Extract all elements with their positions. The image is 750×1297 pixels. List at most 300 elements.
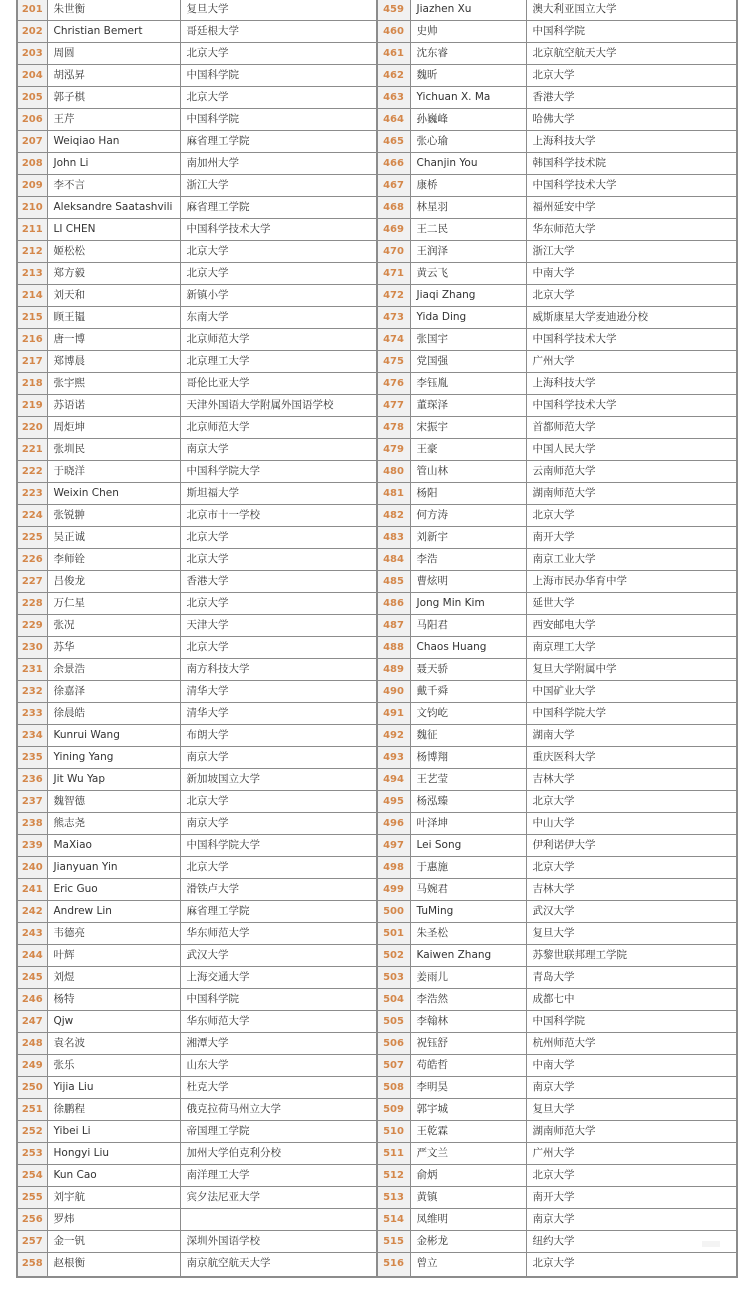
institution-cell: 中国科学院大学: [526, 703, 737, 725]
rank-cell: 471: [377, 263, 410, 285]
rank-cell: 501: [377, 923, 410, 945]
table-row: [17, 527, 376, 549]
table-row: [377, 483, 737, 505]
institution-cell: 北京大学: [180, 241, 376, 263]
institution-cell: 纽约大学: [526, 1231, 737, 1253]
rank-cell: 515: [377, 1231, 410, 1253]
rank-cell: 506: [377, 1033, 410, 1055]
institution-cell: 中国科学院: [180, 65, 376, 87]
name-cell: 杨特: [47, 989, 180, 1011]
name-cell: 张圳民: [47, 439, 180, 461]
table-row: [377, 1121, 737, 1143]
name-cell: 杨泓臻: [410, 791, 526, 813]
name-cell: Hongyi Liu: [47, 1143, 180, 1165]
institution-cell: 新镇小学: [180, 285, 376, 307]
name-cell: 金彬龙: [410, 1231, 526, 1253]
table-row: [17, 1143, 376, 1165]
name-cell: 黄云飞: [410, 263, 526, 285]
institution-cell: 南京大学: [180, 813, 376, 835]
institution-cell: 南京大学: [180, 439, 376, 461]
watermark: [702, 1241, 720, 1247]
institution-cell: 深圳外国语学校: [180, 1231, 376, 1253]
table-row: [377, 989, 737, 1011]
name-cell: 叶泽坤: [410, 813, 526, 835]
institution-cell: 吉林大学: [526, 879, 737, 901]
table-row: [377, 329, 737, 351]
rank-cell: 239: [17, 835, 47, 857]
table-row: [17, 373, 376, 395]
table-row: [17, 1077, 376, 1099]
rank-cell: 495: [377, 791, 410, 813]
table-row: [17, 153, 376, 175]
rank-cell: 496: [377, 813, 410, 835]
rank-cell: 254: [17, 1165, 47, 1187]
name-cell: 胡泓昇: [47, 65, 180, 87]
rank-cell: 201: [17, 0, 47, 21]
rank-cell: 497: [377, 835, 410, 857]
institution-cell: 北京大学: [526, 1165, 737, 1187]
table-row: [17, 417, 376, 439]
name-cell: 史帅: [410, 21, 526, 43]
name-cell: 王二民: [410, 219, 526, 241]
rank-cell: 249: [17, 1055, 47, 1077]
name-cell: 袁名波: [47, 1033, 180, 1055]
rank-cell: 240: [17, 857, 47, 879]
table-row: [17, 725, 376, 747]
table-row: [17, 43, 376, 65]
rank-cell: 257: [17, 1231, 47, 1253]
name-cell: 李浩然: [410, 989, 526, 1011]
table-row: [377, 285, 737, 307]
institution-cell: 北京大学: [180, 43, 376, 65]
rank-cell: 242: [17, 901, 47, 923]
table-row: [17, 835, 376, 857]
name-cell: 杨阳: [410, 483, 526, 505]
name-cell: Yijia Liu: [47, 1077, 180, 1099]
table-row: [377, 43, 737, 65]
institution-cell: 武汉大学: [526, 901, 737, 923]
name-cell: Yibei Li: [47, 1121, 180, 1143]
rank-cell: 227: [17, 571, 47, 593]
institution-cell: 杜克大学: [180, 1077, 376, 1099]
institution-cell: 湖南师范大学: [526, 483, 737, 505]
institution-cell: 重庆医科大学: [526, 747, 737, 769]
rank-cell: 217: [17, 351, 47, 373]
institution-cell: 北京大学: [180, 593, 376, 615]
name-cell: 宋振宇: [410, 417, 526, 439]
table-row: [377, 835, 737, 857]
name-cell: 马阳君: [410, 615, 526, 637]
name-cell: Christian Bemert: [47, 21, 180, 43]
name-cell: 吴正诚: [47, 527, 180, 549]
name-cell: 王乾霖: [410, 1121, 526, 1143]
rank-cell: 244: [17, 945, 47, 967]
table-row: [377, 1253, 737, 1278]
name-cell: Yichuan X. Ma: [410, 87, 526, 109]
institution-cell: 滑铁卢大学: [180, 879, 376, 901]
table-row: [377, 1143, 737, 1165]
table-row: [17, 857, 376, 879]
rank-cell: 510: [377, 1121, 410, 1143]
name-cell: 刘宇航: [47, 1187, 180, 1209]
rank-cell: 461: [377, 43, 410, 65]
rank-cell: 477: [377, 395, 410, 417]
rank-cell: 466: [377, 153, 410, 175]
rank-cell: 243: [17, 923, 47, 945]
rank-cell: 490: [377, 681, 410, 703]
rank-cell: 256: [17, 1209, 47, 1231]
name-cell: 周炬坤: [47, 417, 180, 439]
name-cell: 赵根衡: [47, 1253, 180, 1278]
name-cell: 徐鹏程: [47, 1099, 180, 1121]
rank-cell: 500: [377, 901, 410, 923]
institution-cell: 南京大学: [526, 1077, 737, 1099]
institution-cell: 复旦大学: [180, 0, 376, 21]
rank-cell: 465: [377, 131, 410, 153]
table-row: [377, 769, 737, 791]
rank-cell: 245: [17, 967, 47, 989]
table-row: [17, 263, 376, 285]
institution-cell: 西安邮电大学: [526, 615, 737, 637]
rank-cell: 205: [17, 87, 47, 109]
table-row: [17, 241, 376, 263]
name-cell: 王润泽: [410, 241, 526, 263]
table-row: [377, 1011, 737, 1033]
table-row: [377, 923, 737, 945]
table-row: [17, 747, 376, 769]
rank-cell: 470: [377, 241, 410, 263]
name-cell: 孙巍峰: [410, 109, 526, 131]
institution-cell: 苏黎世联邦理工学院: [526, 945, 737, 967]
rank-cell: 214: [17, 285, 47, 307]
name-cell: 魏智德: [47, 791, 180, 813]
institution-cell: 复旦大学附属中学: [526, 659, 737, 681]
institution-cell: 伊利诺伊大学: [526, 835, 737, 857]
table-row: [377, 1055, 737, 1077]
table-row: [17, 1055, 376, 1077]
table-row: [17, 395, 376, 417]
rank-cell: 203: [17, 43, 47, 65]
rank-cell: 232: [17, 681, 47, 703]
rank-cell: 218: [17, 373, 47, 395]
table-row: [377, 879, 737, 901]
institution-cell: 中南大学: [526, 1055, 737, 1077]
name-cell: 余景浩: [47, 659, 180, 681]
institution-cell: 中国科学技术大学: [526, 395, 737, 417]
rank-cell: 226: [17, 549, 47, 571]
table-row: [377, 1209, 737, 1231]
table-row: [17, 923, 376, 945]
name-cell: 朱圣松: [410, 923, 526, 945]
rank-cell: 246: [17, 989, 47, 1011]
institution-cell: 韩国科学技术院: [526, 153, 737, 175]
table-row: [377, 791, 737, 813]
institution-cell: 南京理工大学: [526, 637, 737, 659]
rank-cell: 480: [377, 461, 410, 483]
institution-cell: 中国科学院: [526, 21, 737, 43]
table-row: [17, 21, 376, 43]
table-row: [377, 527, 737, 549]
rank-cell: 230: [17, 637, 47, 659]
table-row: [377, 1099, 737, 1121]
table-row: [17, 769, 376, 791]
ranking-list: [16, 0, 735, 1278]
table-row: [17, 65, 376, 87]
institution-cell: 延世大学: [526, 593, 737, 615]
table-row: [377, 153, 737, 175]
rank-cell: 481: [377, 483, 410, 505]
table-row: [17, 571, 376, 593]
name-cell: Eric Guo: [47, 879, 180, 901]
rank-cell: 475: [377, 351, 410, 373]
rank-cell: 476: [377, 373, 410, 395]
name-cell: 李不言: [47, 175, 180, 197]
name-cell: 张锐翀: [47, 505, 180, 527]
institution-cell: 山东大学: [180, 1055, 376, 1077]
institution-cell: 华东师范大学: [526, 219, 737, 241]
institution-cell: 南洋理工大学: [180, 1165, 376, 1187]
rank-cell: 467: [377, 175, 410, 197]
rank-cell: 221: [17, 439, 47, 461]
table-row: [377, 351, 737, 373]
institution-cell: 东南大学: [180, 307, 376, 329]
institution-cell: 南京大学: [526, 1209, 737, 1231]
institution-cell: 青岛大学: [526, 967, 737, 989]
name-cell: 曹炫明: [410, 571, 526, 593]
institution-cell: 中国科学技术大学: [526, 175, 737, 197]
institution-cell: 北京大学: [180, 87, 376, 109]
institution-cell: 北京大学: [526, 65, 737, 87]
rank-cell: 229: [17, 615, 47, 637]
name-cell: Andrew Lin: [47, 901, 180, 923]
table-row: [17, 1165, 376, 1187]
table-row: [377, 21, 737, 43]
institution-cell: 香港大学: [526, 87, 737, 109]
table-row: [17, 131, 376, 153]
institution-cell: 哥伦比亚大学: [180, 373, 376, 395]
rank-cell: 224: [17, 505, 47, 527]
institution-cell: 中国科学技术大学: [180, 219, 376, 241]
institution-cell: 上海科技大学: [526, 131, 737, 153]
table-row: [17, 483, 376, 505]
name-cell: 姬松松: [47, 241, 180, 263]
rank-cell: 499: [377, 879, 410, 901]
institution-cell: 帝国理工学院: [180, 1121, 376, 1143]
rank-cell: 493: [377, 747, 410, 769]
rank-cell: 484: [377, 549, 410, 571]
table-row: [377, 637, 737, 659]
table-row: [377, 703, 737, 725]
name-cell: 林星羽: [410, 197, 526, 219]
name-cell: 刘煜: [47, 967, 180, 989]
table-row: [17, 1253, 376, 1278]
table-row: [377, 725, 737, 747]
table-row: [377, 109, 737, 131]
rank-cell: 463: [377, 87, 410, 109]
institution-cell: 杭州师范大学: [526, 1033, 737, 1055]
name-cell: Jiaqi Zhang: [410, 285, 526, 307]
rank-cell: 464: [377, 109, 410, 131]
name-cell: Kaiwen Zhang: [410, 945, 526, 967]
table-row: [17, 945, 376, 967]
institution-cell: 南加州大学: [180, 153, 376, 175]
institution-cell: 浙江大学: [526, 241, 737, 263]
name-cell: Chaos Huang: [410, 637, 526, 659]
name-cell: 魏征: [410, 725, 526, 747]
name-cell: Jit Wu Yap: [47, 769, 180, 791]
name-cell: 李明昊: [410, 1077, 526, 1099]
table-row: [377, 857, 737, 879]
institution-cell: 南京大学: [180, 747, 376, 769]
name-cell: 沈东睿: [410, 43, 526, 65]
rank-cell: 231: [17, 659, 47, 681]
table-row: [17, 879, 376, 901]
table-row: [377, 505, 737, 527]
rank-cell: 494: [377, 769, 410, 791]
name-cell: 叶辉: [47, 945, 180, 967]
rank-cell: 235: [17, 747, 47, 769]
institution-cell: 北京大学: [180, 857, 376, 879]
institution-cell: 新加坡国立大学: [180, 769, 376, 791]
name-cell: 姜雨儿: [410, 967, 526, 989]
table-row: [377, 1187, 737, 1209]
institution-cell: 北京大学: [180, 637, 376, 659]
name-cell: 郭宇城: [410, 1099, 526, 1121]
institution-cell: 北京师范大学: [180, 417, 376, 439]
name-cell: 于晓洋: [47, 461, 180, 483]
institution-cell: 北京理工大学: [180, 351, 376, 373]
table-row: [17, 791, 376, 813]
table-row: [17, 505, 376, 527]
name-cell: Aleksandre Saatashvili: [47, 197, 180, 219]
table-row: [377, 197, 737, 219]
table-row: [377, 1165, 737, 1187]
rank-cell: 492: [377, 725, 410, 747]
institution-cell: 上海市民办华育中学: [526, 571, 737, 593]
institution-cell: 澳大利亚国立大学: [526, 0, 737, 21]
rank-cell: 468: [377, 197, 410, 219]
table-row: [17, 1099, 376, 1121]
institution-cell: 华东师范大学: [180, 1011, 376, 1033]
name-cell: Qjw: [47, 1011, 180, 1033]
table-row: [377, 175, 737, 197]
institution-cell: 麻省理工学院: [180, 197, 376, 219]
name-cell: 张宇熙: [47, 373, 180, 395]
name-cell: 马婉君: [410, 879, 526, 901]
name-cell: 康桥: [410, 175, 526, 197]
institution-cell: 云南师范大学: [526, 461, 737, 483]
name-cell: 郭子棋: [47, 87, 180, 109]
rank-cell: 485: [377, 571, 410, 593]
name-cell: Jong Min Kim: [410, 593, 526, 615]
rank-cell: 236: [17, 769, 47, 791]
name-cell: 罗炜: [47, 1209, 180, 1231]
name-cell: Weiqiao Han: [47, 131, 180, 153]
institution-cell: 清华大学: [180, 681, 376, 703]
name-cell: 金一钒: [47, 1231, 180, 1253]
rank-cell: 512: [377, 1165, 410, 1187]
name-cell: 张心瑜: [410, 131, 526, 153]
name-cell: 周圆: [47, 43, 180, 65]
rank-cell: 486: [377, 593, 410, 615]
rank-cell: 253: [17, 1143, 47, 1165]
name-cell: 张乐: [47, 1055, 180, 1077]
institution-cell: 湖南大学: [526, 725, 737, 747]
rank-cell: 491: [377, 703, 410, 725]
table-row: [377, 1077, 737, 1099]
table-row: [377, 241, 737, 263]
table-row: [17, 813, 376, 835]
institution-cell: 俄克拉荷马州立大学: [180, 1099, 376, 1121]
table-row: [17, 967, 376, 989]
name-cell: 王芹: [47, 109, 180, 131]
institution-cell: 复旦大学: [526, 923, 737, 945]
name-cell: 管山林: [410, 461, 526, 483]
name-cell: 徐嘉泽: [47, 681, 180, 703]
table-row: [17, 197, 376, 219]
table-row: [377, 659, 737, 681]
name-cell: 魏昕: [410, 65, 526, 87]
institution-cell: 吉林大学: [526, 769, 737, 791]
rank-cell: 210: [17, 197, 47, 219]
institution-cell: 北京大学: [526, 285, 737, 307]
name-cell: 郑方毅: [47, 263, 180, 285]
rank-cell: 516: [377, 1253, 410, 1278]
institution-cell: 首都师范大学: [526, 417, 737, 439]
table-row: [17, 109, 376, 131]
name-cell: 郑博晨: [47, 351, 180, 373]
institution-cell: 中南大学: [526, 263, 737, 285]
rank-cell: 508: [377, 1077, 410, 1099]
institution-cell: 复旦大学: [526, 1099, 737, 1121]
table-row: [377, 901, 737, 923]
rank-cell: 487: [377, 615, 410, 637]
rank-cell: 483: [377, 527, 410, 549]
institution-cell: 华东师范大学: [180, 923, 376, 945]
table-row: [17, 1187, 376, 1209]
name-cell: 戴千舜: [410, 681, 526, 703]
name-cell: Yining Yang: [47, 747, 180, 769]
rank-cell: 478: [377, 417, 410, 439]
name-cell: 董琛泽: [410, 395, 526, 417]
table-row: [17, 703, 376, 725]
rank-cell: 503: [377, 967, 410, 989]
table-row: [17, 1209, 376, 1231]
name-cell: 刘新宇: [410, 527, 526, 549]
institution-cell: 北京大学: [180, 263, 376, 285]
institution-cell: 武汉大学: [180, 945, 376, 967]
rank-cell: 488: [377, 637, 410, 659]
table-row: [17, 1121, 376, 1143]
institution-cell: 中国科学院: [526, 1011, 737, 1033]
rank-cell: 504: [377, 989, 410, 1011]
table-row: [17, 593, 376, 615]
table-row: [377, 615, 737, 637]
institution-cell: 中国矿业大学: [526, 681, 737, 703]
rank-cell: 233: [17, 703, 47, 725]
rank-cell: 222: [17, 461, 47, 483]
name-cell: LI CHEN: [47, 219, 180, 241]
table-row: [17, 1033, 376, 1055]
name-cell: 万仁星: [47, 593, 180, 615]
name-cell: 苏语诺: [47, 395, 180, 417]
rank-cell: 250: [17, 1077, 47, 1099]
rank-cell: 206: [17, 109, 47, 131]
name-cell: 曾立: [410, 1253, 526, 1278]
name-cell: Yida Ding: [410, 307, 526, 329]
institution-cell: 麻省理工学院: [180, 901, 376, 923]
table-row: [17, 175, 376, 197]
